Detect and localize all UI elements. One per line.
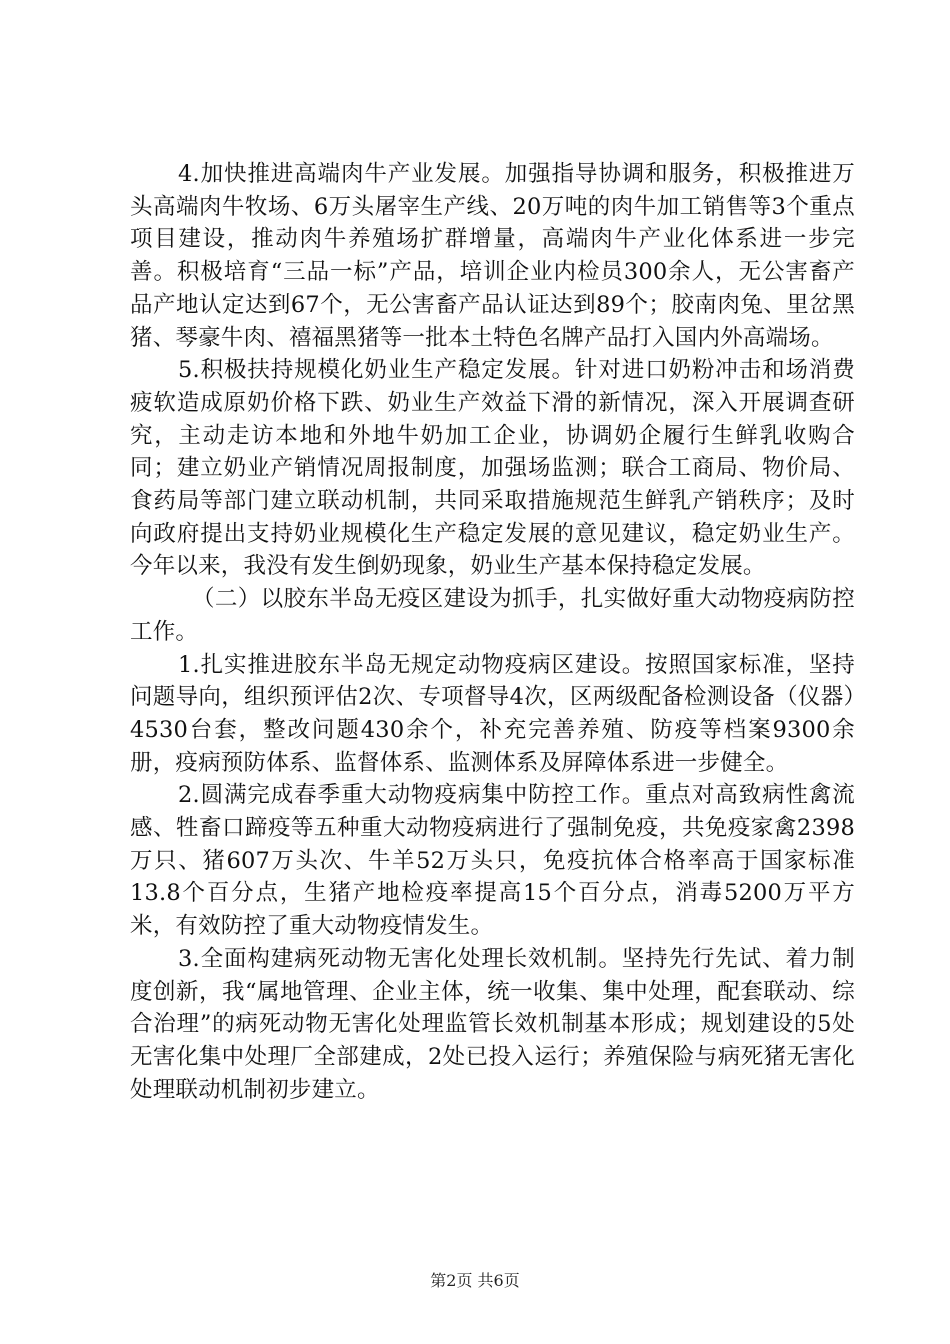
paragraph-disease-free-zone: 1.扎实推进胶东半岛无规定动物疫病区建设。按照国家标准，坚持问题导向，组织预评估2次、专项督导4次，区两级配备检测设备（仪器）4530台套，整改问题430余个，补充完善养殖、防疫等档案9300余册，疫病预防体系、监督体系、监测体系及屏障体系进一步健全。 [130,651,855,776]
page-footer: 第2页 共6页 [430,1271,520,1290]
document-body [130,158,855,1106]
paragraph-harmless-treatment: 3.全面构建病死动物无害化处理长效机制。坚持先行先试、着力制度创新，我“属地管理、企业主体，统一收集、集中处理，配套联动、综合治理”的病死动物无害化处理监管长效机制基本形成；规划建设的5处无害化集中处理厂全部建成，2处已投入运行；养殖保险与病死猪无害化处理联动机制初步建立。 [130,945,855,1103]
section-heading-disease-control: （二）以胶东半岛无疫区建设为抓手，扎实做好重大动物疫病防控工作。 [130,586,855,645]
paragraph-dairy: 5.积极扶持规模化奶业生产稳定发展。针对进口奶粉冲击和场消费疲软造成原奶价格下跌、奶业生产效益下滑的新情况，深入开展调查研究，主动走访本地和外地牛奶加工企业，协调奶企履行生鲜乳收购合同；建立奶业产销情况周报制度，加强场监测；联合工商局、物价局、食药局等部门建立联动机制，共同采取措施规范生鲜乳产销秩序；及时向政府提出支持奶业规模化生产稳定发展的意见建议，稳定奶业生产。今年以来，我没有发生倒奶现象，奶业生产基本保持稳定发展。 [130,357,855,580]
paragraph-beef-cattle: 4.加快推进高端肉牛产业发展。加强指导协调和服务，积极推进万头高端肉牛牧场、6万头屠宰生产线、20万吨的肉牛加工销售等3个重点项目建设，推动肉牛养殖场扩群增量，高端肉牛产业化体系进一步完善。积极培育“三品一标”产品，培训企业内检员300余人，无公害畜产品产地认定达到67个，无公害畜产品认证达到89个；胶南肉兔、里岔黑猪、琴豪牛肉、禧福黑猪等一批本土特色名牌产品打入国内外高端场。 [130,161,855,351]
paragraph-spring-prevention: 2.圆满完成春季重大动物疫病集中防控工作。重点对高致病性禽流感、牲畜口蹄疫等五种重大动物疫病进行了强制免疫，共免疫家禽2398万只、猪607万头次、牛羊52万头只，免疫抗体合格率高于国家标准13.8个百分点，生猪产地检疫率提高15个百分点，消毒5200万平方米，有效防控了重大动物疫情发生。 [130,782,855,940]
